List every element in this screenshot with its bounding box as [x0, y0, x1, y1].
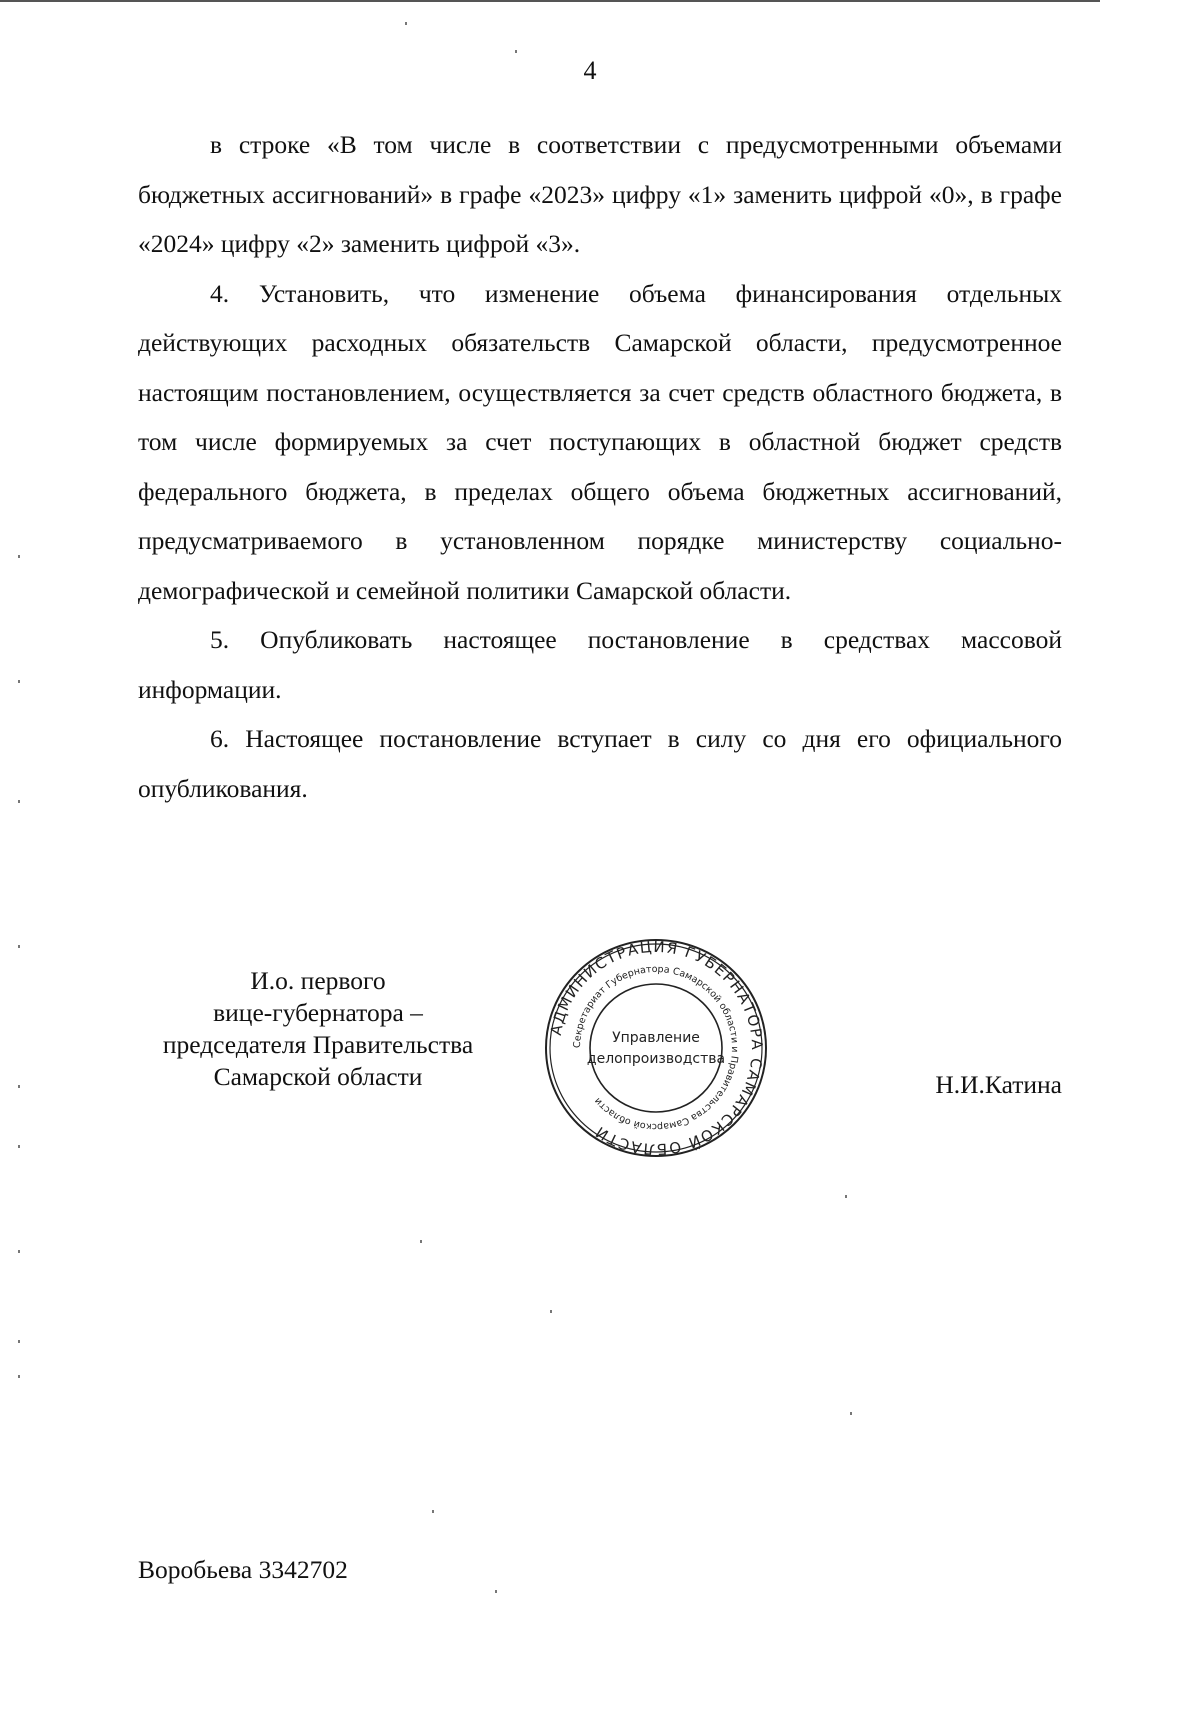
scan-speck: [515, 50, 517, 53]
scan-speck: [18, 800, 20, 803]
signatory-position-line: председателя Правительства: [162, 1030, 474, 1059]
scan-speck: [18, 1340, 20, 1343]
scan-speck: [420, 1240, 422, 1243]
page-number: 4: [583, 56, 597, 85]
scan-speck: [18, 1145, 20, 1148]
paragraph-item-5: 5. Опубликовать настоящее постановление в средствах массовой информации.: [138, 625, 1062, 704]
signatory-position-line: вице-губернатора –: [213, 998, 423, 1027]
paragraph-item-4: 4. Установить, что изменение объема финансирования отдельных действующих расходных обязательств Самарской области, предусмотренное настоящим постановлением, осуществляется за счет средств областного бюджета, в том числе формируемых за счет поступающих в областной бюджет средств федерального бюджета, в пределах общего объема бюджетных ассигнований, предусматриваемого в установленном порядке министерству социально-демографической и семейной политики Самарской области.: [138, 278, 1062, 605]
paragraph-continuation: в строке «В том числе в соответствии с предусмотренными объемами бюджетных ассигнований» в графе «2023» цифру «1» заменить цифрой «0», в графе «2024» цифру «2» заменить цифрой «3».: [138, 130, 1062, 258]
signatory-position-line: И.о. первого: [250, 966, 386, 995]
stamp-center-line-2: делопроизводства: [586, 1051, 726, 1067]
executor-contact: Воробьева 3342702: [138, 1555, 348, 1584]
scan-speck: [850, 1412, 852, 1415]
signatory-position: [138, 965, 498, 1093]
document-body: [138, 120, 1062, 813]
top-scan-edge: [0, 0, 1100, 2]
scan-speck: [18, 555, 20, 558]
scan-speck: [550, 1310, 552, 1313]
signatory-position-line: Самарской области: [213, 1062, 423, 1091]
scan-speck: [845, 1195, 847, 1198]
official-seal-stamp: [543, 937, 769, 1159]
stamp-outer-text: АДМИНИСТРАЦИЯ ГУБЕРНАТОРА САМАРСКОЙ ОБЛАСТИ: [546, 937, 767, 1159]
scan-speck: [432, 1510, 434, 1513]
stamp-middle-text: Секретариат Губернатора Самарской области и Правительства Самарской области: [571, 963, 741, 1133]
scan-speck: [18, 945, 20, 948]
scan-speck: [495, 1590, 497, 1593]
scan-speck: [18, 680, 20, 683]
scan-speck: [18, 1085, 20, 1088]
scan-speck: [405, 22, 407, 25]
svg-text:Секретариат Губернатора Самарс: [572, 964, 740, 1132]
signatory-name: Н.И.Катина: [935, 1070, 1062, 1099]
stamp-center-line-1: Управление: [612, 1030, 700, 1046]
paragraph-item-6: 6. Настоящее постановление вступает в силу со дня его официального опубликования.: [138, 724, 1062, 803]
scan-speck: [18, 1375, 20, 1378]
scan-speck: [18, 1250, 20, 1253]
